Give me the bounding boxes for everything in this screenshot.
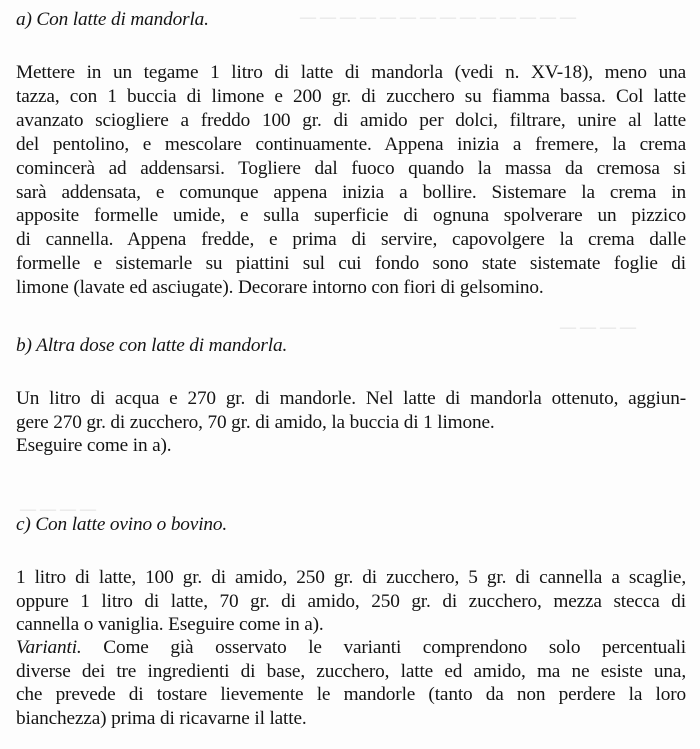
paragraph-line: Un litro di acqua e 270 gr. di mandorle. Nel latte di mandorla ottenuto, aggiun- (16, 388, 686, 409)
varianti-label: Varianti. (16, 637, 82, 658)
paragraph-line: apposite formelle umide, e sulla superficie di ognuna spolverare un pizzico (16, 205, 686, 227)
paragraph-line: comincerà ad addensarsi. Togliere dal fuoco quando la massa da cremosa si (16, 157, 686, 179)
paragraph-line: limone (lavate ed asciugate). Decorare intorno con fiori di gelsomino. (16, 277, 544, 299)
paragraph-line: Mettere in un tegame 1 litro di latte di mandorla (vedi n. XV-18), meno una (16, 62, 686, 83)
paragraph-line: di cannella. Appena fredde, e prima di servire, capovolgere la crema dalle (16, 229, 686, 251)
paragraph-line: gere 270 gr. di zucchero, 70 gr. di amido, la buccia di 1 limone. (16, 411, 495, 433)
paragraph-line (16, 636, 686, 660)
bleed-through-texture: — — — — — — — — — — — — — — (300, 9, 576, 26)
paragraph-line: avanzato sciogliere a freddo 100 gr. di amido per dolci, filtrare, unire al latte (16, 109, 686, 131)
varianti-paragraph (16, 636, 686, 730)
section-b-paragraph (16, 387, 686, 458)
bleed-through-texture: — — — — (560, 319, 636, 336)
paragraph-line: oppure 1 litro di latte, 70 gr. di amido, 250 gr. di zucchero, mezza stecca di (16, 590, 686, 612)
paragraph-line: sarà addensata, e comunque appena inizia a bollire. Sistemare la crema in (16, 181, 686, 203)
section-b-heading: b) Altra dose con latte di mandorla. (16, 335, 288, 356)
paragraph-line: bianchezza) prima di ricavarne il latte. (16, 707, 307, 729)
paragraph-line: che prevede di tostare lievemente le mandorle (tanto da non perdere la loro (16, 684, 686, 705)
paragraph-line: Eseguire come in a). (16, 435, 172, 456)
section-c-heading: c) Con latte ovino o bovino. (16, 514, 228, 535)
paragraph-line: diverse dei tre ingredienti di base, zucchero, latte ed amido, ma ne esiste una, (16, 660, 686, 682)
section-a-heading: a) Con latte di mandorla. (16, 9, 209, 30)
paragraph-line: tazza, con 1 buccia di limone e 200 gr. di zucchero su fiamma bassa. Col latte (16, 85, 686, 107)
paragraph-line: formelle e sistemarle su piattini sul cui fondo sono state sistemate foglie di (16, 253, 686, 275)
bleed-through-texture: — — — — (20, 501, 96, 518)
paragraph-line: cannella o vaniglia. Eseguire come in a). (16, 614, 324, 635)
paragraph-line: 1 litro di latte, 100 gr. di amido, 250 gr. di zucchero, 5 gr. di cannella a scaglie, (16, 567, 686, 588)
section-c-paragraph (16, 566, 686, 637)
paragraph-line: del pentolino, e mescolare continuamente. Appena inizia a fremere, la crema (16, 133, 686, 155)
section-a-paragraph (16, 61, 686, 300)
varianti-first-line-text: Come già osservato le varianti comprendono solo percentuali (81, 637, 686, 658)
